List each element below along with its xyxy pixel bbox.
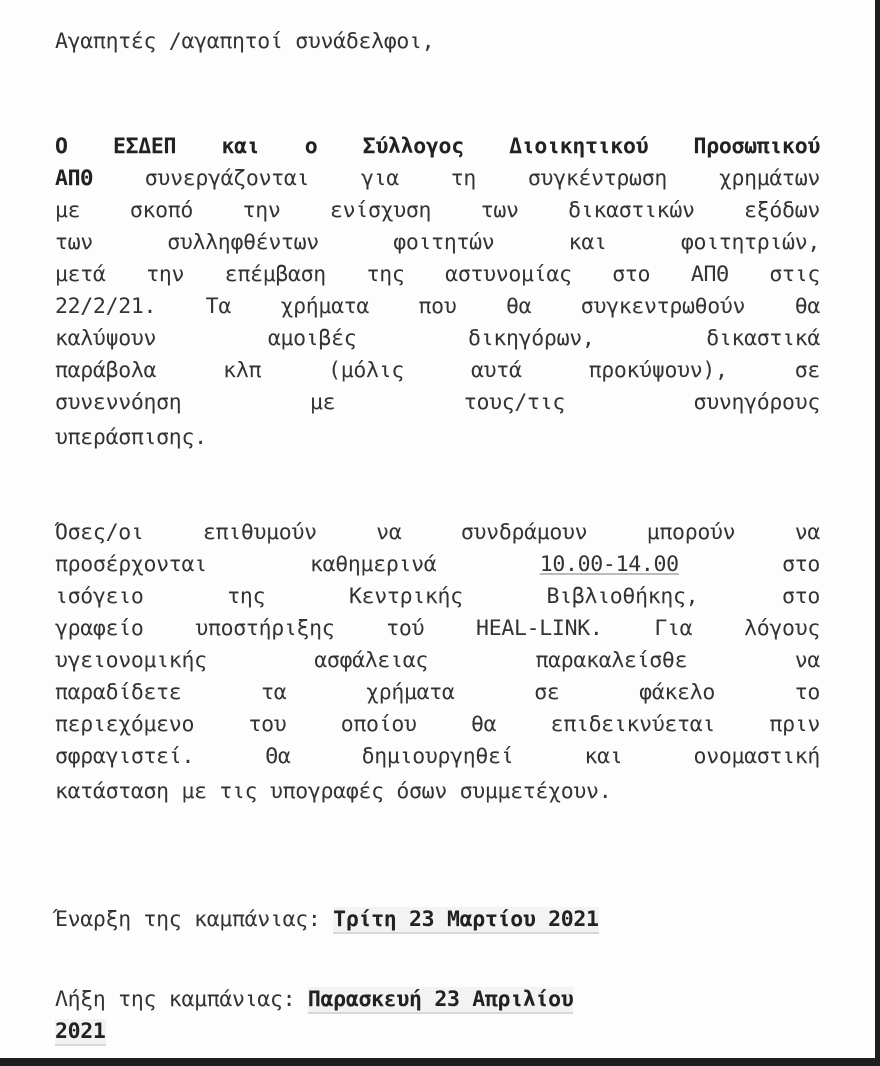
paragraph-2-line-6: παραδίδετε τα χρήματα σε φάκελο το	[55, 680, 820, 705]
paragraph-2-line-8: σφραγιστεί. Θα δημιουργηθεί και ονομαστική	[55, 744, 820, 769]
campaign-end-date: Παρασκευή 23 Απριλίου	[307, 987, 574, 1012]
paragraph-2-line-1: Όσες/οι επιθυμούν να συνδράμουν μπορούν να	[55, 520, 820, 545]
campaign-start	[55, 904, 820, 936]
paragraph-1-line-5: μετά την επέμβαση της αστυνομίας στο ΑΠΘ στις	[55, 262, 820, 287]
right-border	[875, 0, 880, 1066]
paragraph-1-line-2: ΑΠΘ συνεργάζονται για τη συγκέντρωση χρημάτων	[55, 166, 820, 191]
campaign-start-label: Έναρξη της καμπάνιας:	[55, 907, 334, 932]
paragraph-2-line-4: γραφείο υποστήριξης τού HEAL-LINK. Για λόγους	[55, 616, 820, 641]
paragraph-1-line-4: των συλληφθέντων φοιτητών και φοιτητριών,	[55, 230, 820, 255]
paragraph-1-line-1	[55, 134, 820, 166]
paragraph-1-line-9: συνεννόηση με τους/τις συνηγόρους	[55, 390, 820, 415]
paragraph-2-line-5: υγειονομικής ασφάλειας παρακαλείσθε να	[55, 648, 820, 673]
bold-lead: Ο ΕΣΔΕΠ και ο Σύλλογος Διοικητικού Προσωπικού	[55, 134, 820, 159]
opening-hours: 10.00-14.00	[539, 552, 679, 577]
paragraph-2-line-7: περιεχόμενο του οποίου θα επιδεικνύεται πριν	[55, 712, 820, 737]
paragraph-1-line-8: παράβολα κλπ (μόλις αυτά προκύψουν), σε	[55, 358, 820, 383]
paragraph-2-line-2: προσέρχονται καθημερινά 10.00-14.00 στο	[55, 552, 820, 577]
paragraph-1-line-7: καλύψουν αμοιβές δικηγόρων, δικαστικά	[55, 326, 820, 351]
bottom-border	[0, 1058, 880, 1066]
paragraph-2	[55, 520, 820, 808]
campaign-end-label: Λήξη της καμπάνιας:	[55, 987, 308, 1012]
campaign-end-year: 2021	[55, 1019, 106, 1044]
greeting: Αγαπητές /αγαπητοί συνάδελφοι,	[55, 29, 435, 54]
campaign-end	[55, 984, 820, 1048]
greeting-block	[55, 26, 820, 58]
paragraph-2-line-9: κατάσταση με τις υπογραφές όσων συμμετέχουν.	[55, 779, 612, 804]
bold-lead-org: ΑΠΘ	[55, 166, 93, 191]
paragraph-1	[55, 134, 820, 454]
paragraph-1-line-6: 22/2/21. Τα χρήματα που θα συγκεντρωθούν θα	[55, 294, 820, 319]
paragraph-1-line-10: υπεράσπισης.	[55, 425, 207, 450]
paragraph-2-line-3: ισόγειο της Κεντρικής Βιβλιοθήκης, στο	[55, 584, 820, 609]
paragraph-1-line-3: με σκοπό την ενίσχυση των δικαστικών εξόδων	[55, 198, 820, 223]
campaign-start-date: Τρίτη 23 Μαρτίου 2021	[333, 907, 599, 932]
